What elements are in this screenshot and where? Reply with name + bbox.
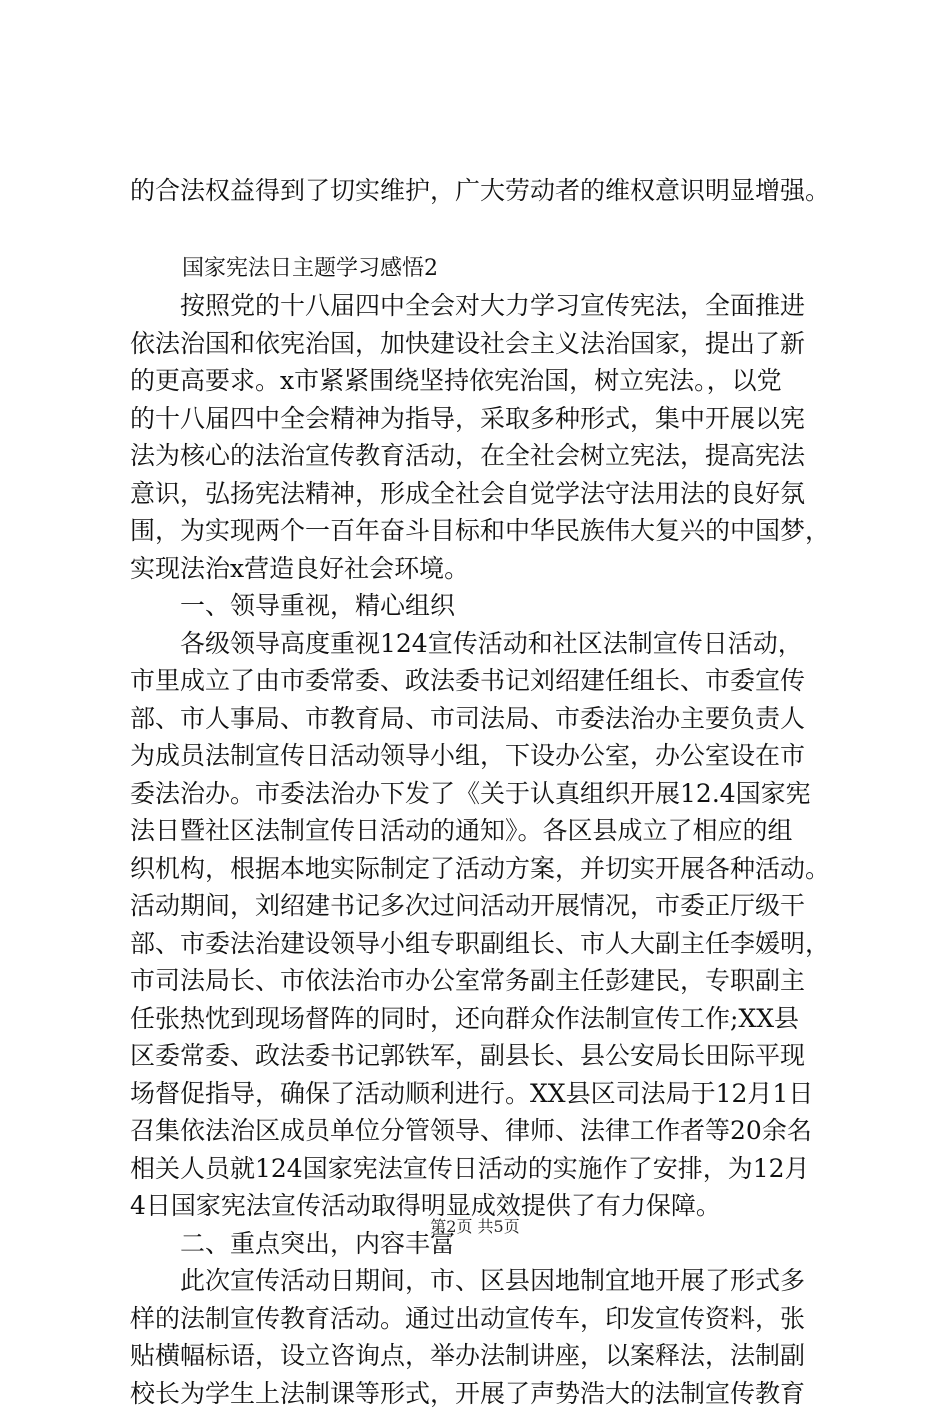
text-line: 法日暨社区法制宣传日活动的通知》。各区县成立了相应的组 [130,812,830,850]
text-line: 部、市人事局、市教育局、市司法局、市委法治办主要负责人 [130,700,830,738]
text-line: 场督促指导，确保了活动顺利进行。XX县区司法局于12月1日 [130,1075,830,1113]
text-line: 按照党的十八届四中全会对大力学习宣传宪法，全面推进 [130,287,830,325]
text-line: 意识，弘扬宪法精神，形成全社会自觉学法守法用法的良好氛 [130,475,830,513]
text-line: 一、领导重视，精心组织 [130,587,830,625]
text-line: 织机构，根据本地实际制定了活动方案，并切实开展各种活动。 [130,850,830,888]
text-line: 活动期间，刘绍建书记多次过问活动开展情况，市委正厅级干 [130,887,830,925]
blank-line [130,210,830,250]
text-line: 二、重点突出，内容丰富 [130,1225,830,1263]
text-line: 区委常委、政法委书记郭铁军，副县长、县公安局长田际平现 [130,1037,830,1075]
text-line: 此次宣传活动日期间，市、区县因地制宜地开展了形式多 [130,1262,830,1300]
text-line: 各级领导高度重视124宣传活动和社区法制宣传日活动， [130,625,830,663]
text-line: 4日国家宪法宣传活动取得明显成效提供了有力保障。 [130,1187,830,1225]
text-line: 依法治国和依宪治国，加快建设社会主义法治国家，提出了新 [130,325,830,363]
text-line: 围，为实现两个一百年奋斗目标和中华民族伟大复兴的中国梦， [130,512,830,550]
text-line: 实现法治x营造良好社会环境。 [130,550,830,588]
text-line: 部、市委法治建设领导小组专职副组长、市人大副主任李媛明， [130,925,830,963]
text-line: 相关人员就124国家宪法宣传日活动的实施作了安排，为12月 [130,1150,830,1188]
text-line: 召集依法治区成员单位分管领导、律师、法律工作者等20余名 [130,1112,830,1150]
text-line: 任张热忱到现场督阵的同时，还向群众作法制宣传工作;XX县 [130,1000,830,1038]
text-line: 市司法局长、市依法治市办公室常务副主任彭建民，专职副主 [130,962,830,1000]
page-footer: 第2页 共5页 [0,1214,950,1237]
text-line: 的十八届四中全会精神为指导，采取多种形式，集中开展以宪 [130,400,830,438]
text-line: 样的法制宣传教育活动。通过出动宣传车，印发宣传资料，张 [130,1300,830,1338]
text-line: 的更高要求。x市紧紧围绕坚持依宪治国，树立宪法。，以党 [130,362,830,400]
section-title: 国家宪法日主题学习感悟2 [130,250,830,288]
text-line: 委法治办。市委法治办下发了《关于认真组织开展12.4国家宪 [130,775,830,813]
text-line: 的合法权益得到了切实维护，广大劳动者的维权意识明显增强。 [130,172,830,210]
text-line: 法为核心的法治宣传教育活动，在全社会树立宪法，提高宪法 [130,437,830,475]
text-line: 为成员法制宣传日活动领导小组，下设办公室，办公室设在市 [130,737,830,775]
text-line: 校长为学生上法制课等形式，开展了声势浩大的法制宣传教育 [130,1375,830,1412]
text-line: 市里成立了由市委常委、政法委书记刘绍建任组长、市委宣传 [130,662,830,700]
text-line: 贴横幅标语，设立咨询点，举办法制讲座，以案释法，法制副 [130,1337,830,1375]
